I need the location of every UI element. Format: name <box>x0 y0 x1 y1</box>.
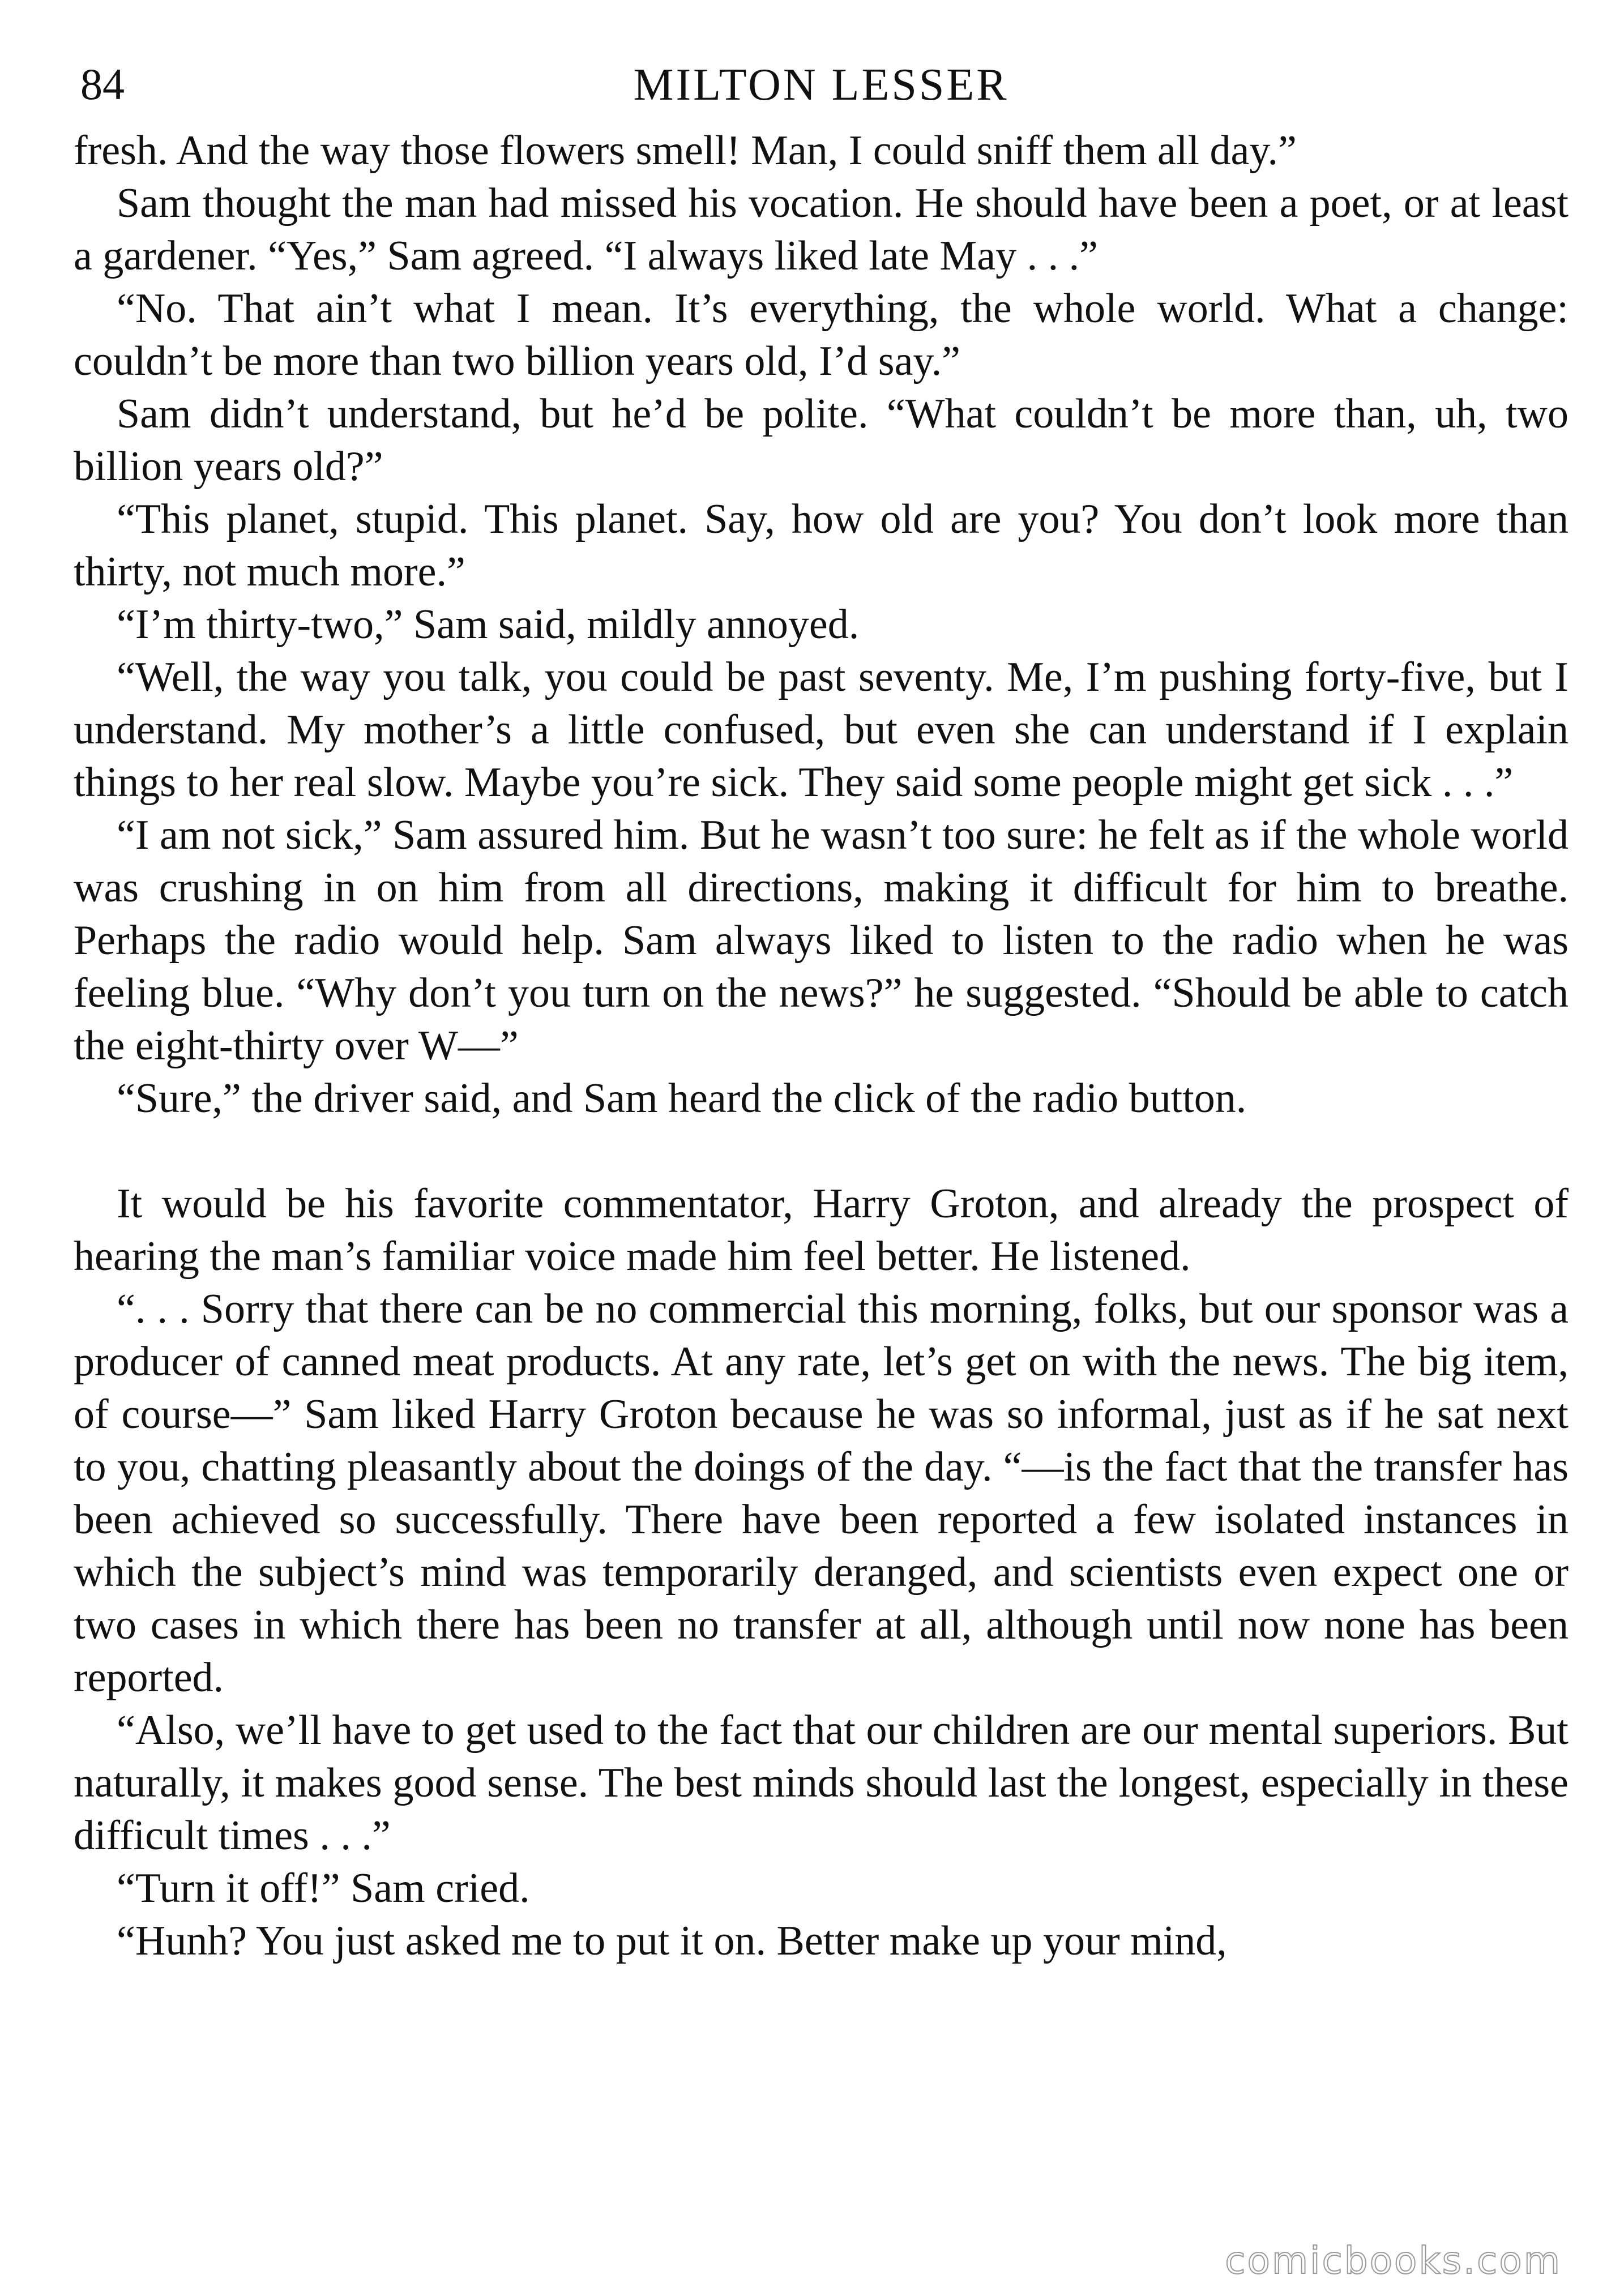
running-head: MILTON LESSER <box>633 60 1009 110</box>
page-number: 84 <box>80 59 125 109</box>
paragraph: fresh. And the way those flowers smell! Man, I could sniff them all day.” <box>74 127 1297 174</box>
paragraph: Sam thought the man had missed his vocation. He should have been a poet, or at least a gardener. “Yes,” Sam agreed. “I always liked late May . . .” <box>74 180 1569 279</box>
watermark: comicbooks.com <box>1225 2239 1562 2282</box>
paragraph: “. . . Sorry that there can be no commercial this morning, folks, but our sponsor was a producer of canned meat products. At any rate, let’s get on with the news. The big item, of course—” Sam liked Harry Groton because he was so informal, just as if he sat next to you, chatting pleasantly about the doings of the day. “—is the fact that the transfer has been achieved so successfully. There have been reported a few isolated instances in which the subject’s mind was temporarily deranged, and scientists even expect one or two cases in which there has been no transfer at all, although until now none has been reported. <box>74 1286 1569 1701</box>
paragraph: “Also, we’ll have to get used to the fact that our children are our mental superiors. But naturally, it makes good sense. The best minds should last the longest, especially in these difficult times . . .” <box>74 1707 1569 1859</box>
book-page <box>74 57 1569 1968</box>
paragraph: “Hunh? You just asked me to put it on. Better make up your mind, <box>117 1918 1227 1964</box>
paragraph: “No. That ain’t what I mean. It’s everything, the whole world. What a change: couldn’t be more than two billion years old, I’d say.” <box>74 285 1569 384</box>
paragraph: Sam didn’t understand, but he’d be polite. “What couldn’t be more than, uh, two billion years old?” <box>74 391 1569 490</box>
paragraph: “This planet, stupid. This planet. Say, how old are you? You don’t look more than thirty, not much more.” <box>74 496 1569 595</box>
paragraph: “Sure,” the driver said, and Sam heard the click of the radio button. <box>117 1075 1247 1122</box>
body-text <box>74 125 1569 1968</box>
paragraph: “Turn it off!” Sam cried. <box>117 1865 530 1912</box>
paragraph: “I’m thirty-two,” Sam said, mildly annoyed. <box>117 601 860 648</box>
section-start-paragraph: It would be his favorite commentator, Harry Groton, and already the prospect of hearing the man’s familiar voice made him feel better. He listened. <box>74 1181 1569 1280</box>
paragraph: “Well, the way you talk, you could be past seventy. Me, I’m pushing forty-five, but I understand. My mother’s a little confused, but even she can understand if I explain things to her real slow. Maybe you’re sick. They said some people might get sick . . .” <box>74 654 1569 806</box>
paragraph: “I am not sick,” Sam assured him. But he wasn’t too sure: he felt as if the whole world was crushing in on him from all directions, making it difficult for him to breathe. Perhaps the radio would help. Sam always liked to listen to the radio when he was feeling blue. “Why don’t you turn on the news?” he suggested. “Should be able to catch the eight-thirty over W—” <box>74 812 1569 1069</box>
page-header <box>74 57 1569 125</box>
